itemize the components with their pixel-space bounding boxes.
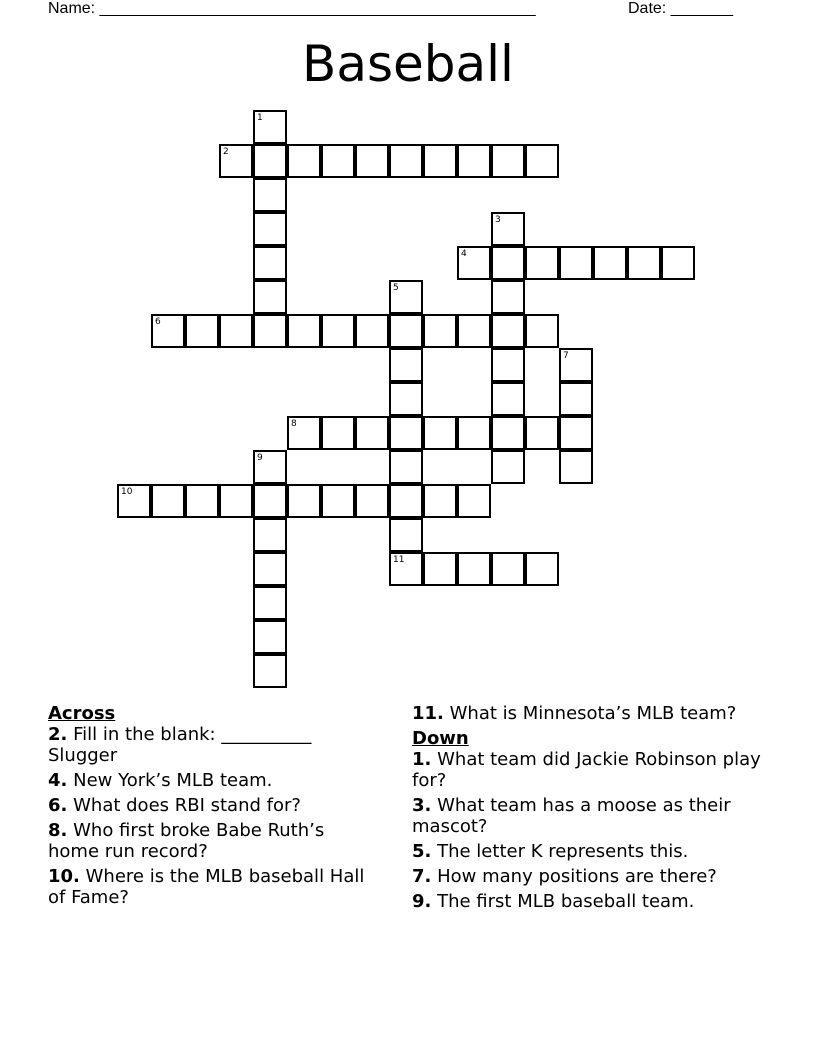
crossword-cell[interactable] bbox=[321, 144, 355, 178]
crossword-cell[interactable] bbox=[321, 484, 355, 518]
crossword-cell[interactable] bbox=[253, 654, 287, 688]
crossword-cell[interactable] bbox=[253, 212, 287, 246]
crossword-cell[interactable] bbox=[491, 212, 525, 246]
crossword-cell[interactable] bbox=[423, 552, 457, 586]
crossword-cell[interactable] bbox=[389, 280, 423, 314]
clue-down-9 bbox=[412, 891, 762, 912]
crossword-cell[interactable] bbox=[491, 450, 525, 484]
crossword-cell[interactable] bbox=[389, 484, 423, 518]
clue-across-4 bbox=[48, 770, 378, 791]
crossword-cell[interactable] bbox=[491, 280, 525, 314]
crossword-cell[interactable] bbox=[321, 416, 355, 450]
clue-text: What team did Jackie Robinson play for? bbox=[412, 749, 761, 791]
crossword-cell[interactable] bbox=[185, 314, 219, 348]
clue-number: 8. bbox=[48, 820, 68, 841]
crossword-cell[interactable] bbox=[253, 552, 287, 586]
clue-across-8 bbox=[48, 820, 378, 862]
clue-across-2 bbox=[48, 724, 378, 766]
crossword-cell[interactable] bbox=[389, 518, 423, 552]
crossword-cell[interactable] bbox=[423, 416, 457, 450]
name-line: Name: _________________________________________________ bbox=[48, 0, 536, 17]
crossword-cell[interactable] bbox=[253, 314, 287, 348]
crossword-cell[interactable] bbox=[253, 620, 287, 654]
crossword-cell[interactable] bbox=[423, 484, 457, 518]
date-line: Date: _______ bbox=[628, 0, 733, 17]
crossword-cell[interactable] bbox=[253, 178, 287, 212]
crossword-cell[interactable] bbox=[151, 314, 185, 348]
crossword-cell[interactable] bbox=[559, 348, 593, 382]
clue-down-1 bbox=[412, 749, 762, 791]
clue-text: Fill in the blank: __________ Slugger bbox=[48, 724, 312, 766]
crossword-cell[interactable] bbox=[389, 552, 423, 586]
crossword-cell[interactable] bbox=[457, 246, 491, 280]
cell-number: 9 bbox=[257, 453, 263, 463]
clue-text: The letter K represents this. bbox=[437, 841, 689, 862]
crossword-cell[interactable] bbox=[491, 348, 525, 382]
crossword-cell[interactable] bbox=[457, 144, 491, 178]
cell-number: 4 bbox=[461, 249, 467, 259]
crossword-cell[interactable] bbox=[457, 552, 491, 586]
crossword-cell[interactable] bbox=[253, 280, 287, 314]
clues-right-column bbox=[412, 703, 762, 916]
crossword-cell[interactable] bbox=[389, 450, 423, 484]
clue-across-11 bbox=[412, 703, 762, 724]
crossword-cell[interactable] bbox=[491, 144, 525, 178]
clue-number: 7. bbox=[412, 866, 432, 887]
clue-number: 11. bbox=[412, 703, 444, 724]
crossword-cell[interactable] bbox=[627, 246, 661, 280]
crossword-cell[interactable] bbox=[491, 382, 525, 416]
crossword-cell[interactable] bbox=[457, 314, 491, 348]
crossword-cell[interactable] bbox=[559, 382, 593, 416]
crossword-cell[interactable] bbox=[457, 484, 491, 518]
cell-number: 7 bbox=[563, 351, 569, 361]
crossword-cell[interactable] bbox=[559, 416, 593, 450]
clue-text: What team has a moose as their mascot? bbox=[412, 795, 731, 837]
crossword-cell[interactable] bbox=[287, 144, 321, 178]
crossword-cell[interactable] bbox=[253, 110, 287, 144]
cell-number: 6 bbox=[155, 317, 161, 327]
clue-text: The first MLB baseball team. bbox=[437, 891, 695, 912]
clue-number: 4. bbox=[48, 770, 68, 791]
down-heading: Down bbox=[412, 728, 469, 749]
clues-left-column bbox=[48, 703, 378, 912]
clue-across-6 bbox=[48, 795, 378, 816]
clue-text: What does RBI stand for? bbox=[73, 795, 301, 816]
clue-down-3 bbox=[412, 795, 762, 837]
crossword-cell[interactable] bbox=[661, 246, 695, 280]
cell-number: 1 bbox=[257, 113, 263, 123]
crossword-cell[interactable] bbox=[219, 144, 253, 178]
page-title: Baseball bbox=[302, 35, 514, 93]
clue-number: 6. bbox=[48, 795, 68, 816]
clue-number: 5. bbox=[412, 841, 432, 862]
crossword-cell[interactable] bbox=[355, 144, 389, 178]
clue-number: 1. bbox=[412, 749, 432, 770]
crossword-cell[interactable] bbox=[355, 314, 389, 348]
cell-number: 10 bbox=[121, 487, 133, 497]
crossword-cell[interactable] bbox=[559, 450, 593, 484]
crossword-cell[interactable] bbox=[287, 314, 321, 348]
crossword-cell[interactable] bbox=[287, 484, 321, 518]
cell-number: 3 bbox=[495, 215, 501, 225]
crossword-cell[interactable] bbox=[389, 144, 423, 178]
crossword-cell[interactable] bbox=[253, 144, 287, 178]
across-heading: Across bbox=[48, 703, 116, 724]
crossword-cell[interactable] bbox=[423, 314, 457, 348]
crossword-cell[interactable] bbox=[559, 246, 593, 280]
crossword-cell[interactable] bbox=[423, 144, 457, 178]
crossword-cell[interactable] bbox=[593, 246, 627, 280]
clue-down-7 bbox=[412, 866, 762, 887]
crossword-cell[interactable] bbox=[185, 484, 219, 518]
cell-number: 5 bbox=[393, 283, 399, 293]
crossword-cell[interactable] bbox=[457, 416, 491, 450]
clue-text: Who first broke Babe Ruth’s home run record? bbox=[48, 820, 325, 862]
crossword-cell[interactable] bbox=[253, 586, 287, 620]
cell-number: 11 bbox=[393, 555, 405, 565]
clue-text: New York’s MLB team. bbox=[73, 770, 273, 791]
clue-text: What is Minnesota’s MLB team? bbox=[449, 703, 737, 724]
clue-number: 9. bbox=[412, 891, 432, 912]
crossword-cell[interactable] bbox=[525, 246, 559, 280]
crossword-cell[interactable] bbox=[253, 484, 287, 518]
crossword-cell[interactable] bbox=[117, 484, 151, 518]
crossword-cell[interactable] bbox=[321, 314, 355, 348]
cell-number: 8 bbox=[291, 419, 297, 429]
crossword-cell[interactable] bbox=[491, 552, 525, 586]
clue-down-5 bbox=[412, 841, 762, 862]
clue-text: Where is the MLB baseball Hall of Fame? bbox=[48, 866, 365, 908]
crossword-cell[interactable] bbox=[491, 314, 525, 348]
crossword-cell[interactable] bbox=[389, 348, 423, 382]
crossword-cell[interactable] bbox=[253, 450, 287, 484]
crossword-cell[interactable] bbox=[525, 416, 559, 450]
crossword-cell[interactable] bbox=[151, 484, 185, 518]
crossword-cell[interactable] bbox=[491, 246, 525, 280]
crossword-cell[interactable] bbox=[355, 416, 389, 450]
cell-number: 2 bbox=[223, 147, 229, 157]
crossword-cell[interactable] bbox=[525, 314, 559, 348]
clue-number: 3. bbox=[412, 795, 432, 816]
crossword-cell[interactable] bbox=[389, 416, 423, 450]
crossword-cell[interactable] bbox=[219, 484, 253, 518]
crossword-cell[interactable] bbox=[219, 314, 253, 348]
clue-number: 2. bbox=[48, 724, 68, 745]
clue-number: 10. bbox=[48, 866, 80, 887]
crossword-cell[interactable] bbox=[253, 518, 287, 552]
crossword-cell[interactable] bbox=[525, 144, 559, 178]
clue-text: How many positions are there? bbox=[437, 866, 717, 887]
crossword-cell[interactable] bbox=[253, 246, 287, 280]
crossword-cell[interactable] bbox=[491, 416, 525, 450]
crossword-cell[interactable] bbox=[389, 314, 423, 348]
clue-across-10 bbox=[48, 866, 378, 908]
crossword-cell[interactable] bbox=[287, 416, 321, 450]
crossword-cell[interactable] bbox=[389, 382, 423, 416]
crossword-cell[interactable] bbox=[355, 484, 389, 518]
crossword-cell[interactable] bbox=[525, 552, 559, 586]
